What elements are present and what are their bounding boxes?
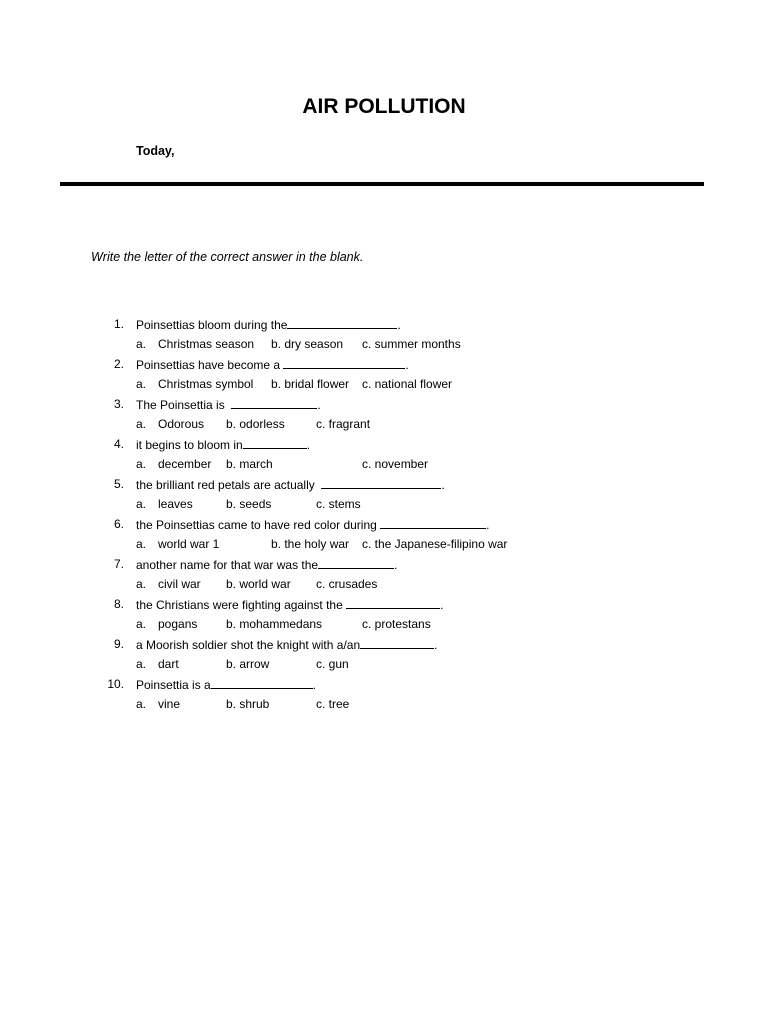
question-text [136, 475, 445, 494]
question-number: 2. [113, 357, 124, 371]
answer-option: b. the holy war [271, 537, 350, 551]
question-text [136, 315, 401, 334]
question-stem: Poinsettias have become a [136, 358, 284, 372]
question-text [136, 515, 489, 534]
question-text [136, 635, 437, 654]
question-stem: The Poinsettia is [136, 398, 232, 412]
answer-option: c. tree [316, 697, 350, 711]
answer-blank[interactable] [380, 515, 486, 529]
option-letter-a: a. [136, 697, 147, 711]
option-letter-a: a. [136, 377, 147, 391]
question-text [136, 355, 409, 374]
question-end: . [441, 478, 445, 492]
answer-blank[interactable] [287, 315, 397, 329]
answer-option: c. november [362, 457, 429, 471]
question-stem: Poinsettia is a [136, 678, 211, 692]
answer-blank[interactable] [346, 595, 440, 609]
answer-blank[interactable] [283, 355, 405, 369]
answer-option: civil war [158, 577, 201, 591]
question-text [136, 435, 310, 454]
answer-blank[interactable] [211, 675, 313, 689]
question-number: 6. [113, 517, 124, 531]
answer-option: b. seeds [226, 497, 272, 511]
option-letter-a: a. [136, 457, 147, 471]
question-stem: a Moorish soldier shot the knight with a/an [136, 638, 361, 652]
answer-blank[interactable] [360, 635, 434, 649]
answer-option: b. shrub [226, 697, 270, 711]
answer-option: b. mohammedans [226, 617, 323, 631]
answer-blank[interactable] [231, 395, 317, 409]
date-label: Today, [136, 144, 175, 158]
page-title: AIR POLLUTION [302, 95, 466, 118]
question-number: 10. [107, 677, 124, 691]
question-number: 8. [113, 597, 124, 611]
answer-option: c. protestans [362, 617, 431, 631]
question-text [136, 675, 316, 694]
answer-option: december [158, 457, 212, 471]
answer-option: c. the Japanese-filipino war [362, 537, 508, 551]
question-stem: the Poinsettias came to have red color during [136, 518, 381, 532]
question-text [136, 395, 321, 414]
question-end: . [486, 518, 490, 532]
question-end: . [317, 398, 321, 412]
question-number: 9. [113, 637, 124, 651]
question-number: 7. [113, 557, 124, 571]
question-end: . [394, 558, 398, 572]
question-stem: another name for that war was the [136, 558, 319, 572]
option-letter-a: a. [136, 617, 147, 631]
answer-blank[interactable] [321, 475, 441, 489]
question-number: 5. [113, 477, 124, 491]
header-divider [60, 182, 704, 186]
option-letter-a: a. [136, 417, 147, 431]
question-stem: it begins to bloom in [136, 438, 243, 452]
question-stem: the Christians were fighting against the [136, 598, 347, 612]
question-end: . [312, 678, 317, 692]
answer-option: c. crusades [316, 577, 378, 591]
option-letter-a: a. [136, 577, 147, 591]
answer-option: c. national flower [362, 377, 453, 391]
answer-option: Christmas symbol [158, 377, 254, 391]
answer-option: c. gun [316, 657, 349, 671]
question-text [136, 595, 443, 614]
answer-option: c. summer months [362, 337, 461, 351]
answer-option: Christmas season [158, 337, 255, 351]
option-letter-a: a. [136, 337, 147, 351]
question-number: 3. [113, 397, 124, 411]
answer-option: b. arrow [226, 657, 270, 671]
question-end: . [306, 438, 311, 452]
question-number: 4. [113, 437, 124, 451]
question-end: . [434, 638, 438, 652]
answer-option: c. fragrant [316, 417, 371, 431]
question-number: 1. [113, 317, 124, 331]
answer-blank[interactable] [243, 435, 307, 449]
answer-option: c. stems [316, 497, 361, 511]
question-stem: the brilliant red petals are actually [136, 478, 322, 492]
answer-option: b. world war [226, 577, 291, 591]
answer-option: b. dry season [271, 337, 344, 351]
question-end: . [405, 358, 409, 372]
answer-option: world war 1 [158, 537, 220, 551]
answer-option: vine [158, 697, 181, 711]
answer-option: dart [158, 657, 179, 671]
answer-option: b. bridal flower [271, 377, 350, 391]
answer-option: pogans [158, 617, 198, 631]
option-letter-a: a. [136, 657, 147, 671]
question-end: . [397, 318, 401, 332]
instruction-text: Write the letter of the correct answer in the blank. [91, 250, 364, 264]
option-letter-a: a. [136, 537, 147, 551]
option-letter-a: a. [136, 497, 147, 511]
question-end: . [440, 598, 444, 612]
answer-option: Odorous [158, 417, 205, 431]
question-text [136, 555, 397, 574]
question-stem: Poinsettias bloom during the [136, 318, 288, 332]
answer-blank[interactable] [318, 555, 394, 569]
answer-option: leaves [158, 497, 193, 511]
answer-option: b. odorless [226, 417, 285, 431]
answer-option: b. march [226, 457, 273, 471]
